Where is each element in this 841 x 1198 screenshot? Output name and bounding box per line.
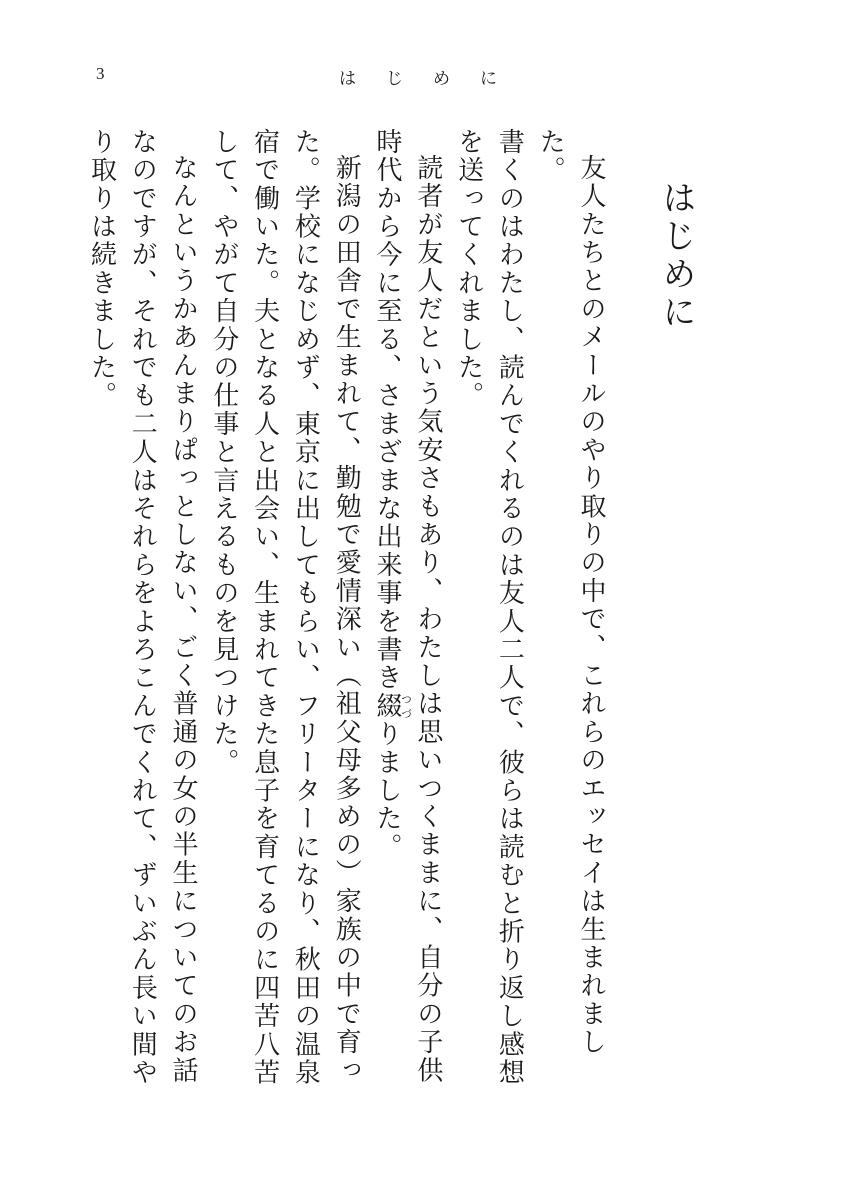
ruby-reading: つづ bbox=[399, 692, 413, 721]
chapter-title: はじめに bbox=[656, 180, 696, 332]
running-title: はじめに bbox=[339, 69, 527, 89]
paragraph-3 bbox=[366, 128, 448, 1094]
paragraph-1: 友人たちとのメールのやり取りの中で、これらのエッセイは生まれました。 bbox=[535, 128, 606, 1057]
paragraph-5: なんというかあんまりぱっとしない、ごく普通の女の半生についてのお話なのですが、それでも二人はそれらをよろこんでくれて、ずいぶん長い間やり取りは続きました。 bbox=[86, 128, 199, 1087]
ruby-base: 綴 bbox=[372, 692, 403, 721]
paragraph-2: 書くのはわたし、読んでくれるのは友人二人で、彼らは読むと折り返し感想を送ってくれました。 bbox=[453, 128, 525, 1087]
paragraph-4: 新潟の田舎で生まれて、勤勉で愛情深い（祖父母多めの）家族の中で育った。学校になじめず、東京に出してもらい、フリーターになり、秋田の温泉宿で働いた。夫となる人と出会い、生まれてきた息子を育てるのに四苦八苦して、やがて自分の仕事と言えるものを見つけた。 bbox=[208, 128, 362, 1087]
page-number: 3 bbox=[96, 64, 105, 83]
ruby-annotation bbox=[372, 692, 413, 721]
paragraph-3-tail: りました。 bbox=[372, 720, 403, 862]
paragraph-3-text: 読者が友人だという気安さもあり、わたしは思いつくままに、自分の子供時代から今に至る、さまざまな出来事を書き bbox=[372, 128, 443, 1085]
body-text bbox=[81, 128, 611, 1094]
